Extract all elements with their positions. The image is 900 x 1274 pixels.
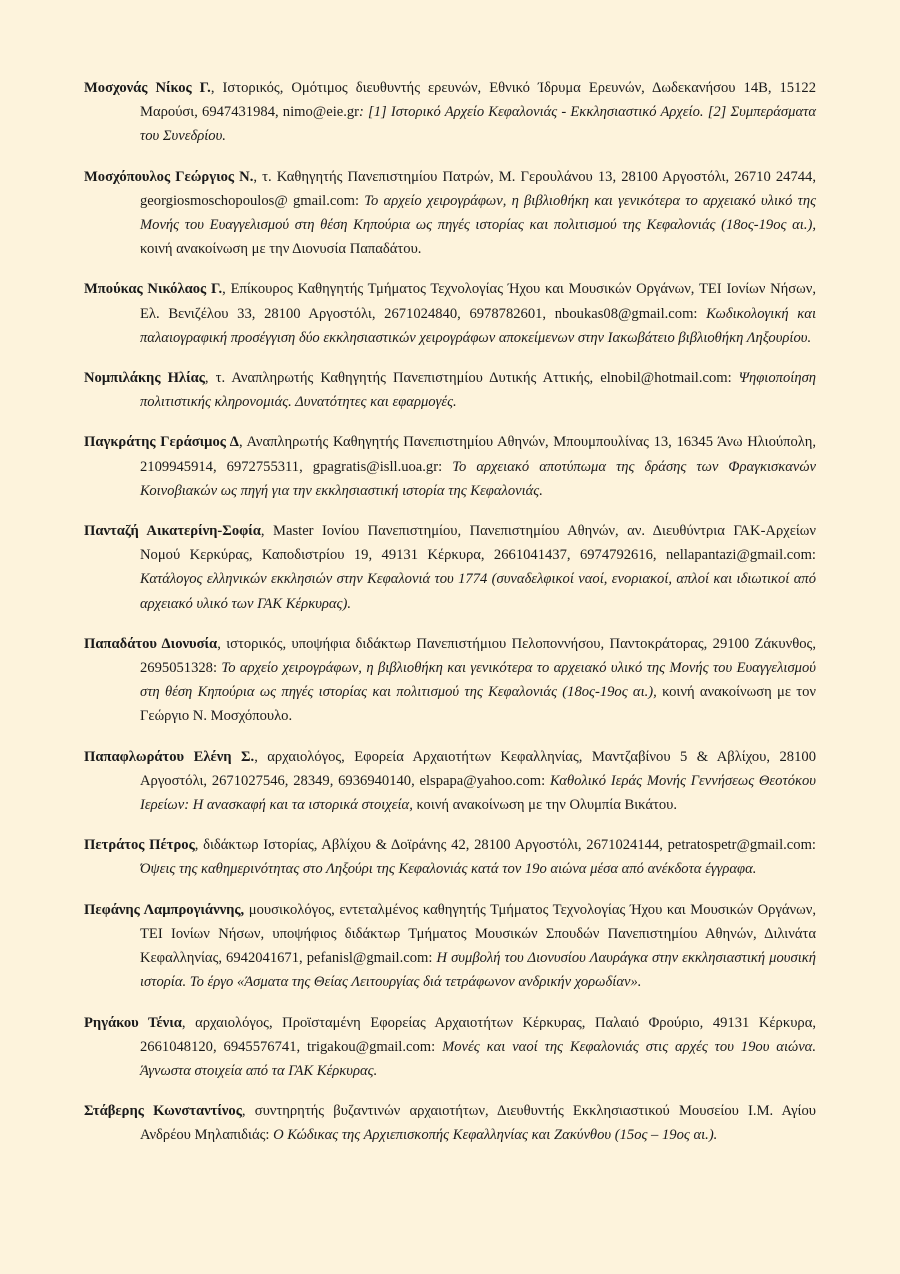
presentation-title: Μονές και ναοί της Κεφαλονιάς στις αρχές του 19ου αιώνα. Άγνωστα στοιχεία από τα ΓΑΚ Κέρκυρας. [140, 1038, 816, 1079]
participant-entry [84, 519, 816, 616]
participant-entry [84, 366, 816, 414]
presentation-title: Καθολικό Ιεράς Μονής Γεννήσεως Θεοτόκου Ιερείων: Η ανασκαφή και τα ιστορικά στοιχεία, [140, 772, 816, 814]
participant-name: Ρηγάκου Τένια [84, 1014, 182, 1031]
participant-name: Νομπιλάκης Ηλίας [84, 370, 205, 387]
presentation-title: Όψεις της καθημερινότητας στο Ληξούρι της Κεφαλονιάς κατά τον 19ο αιώνα μέσα από ανέκδοτα έγγραφα. [140, 861, 757, 878]
participant-name: Μοσχόπουλος Γεώργιος Ν. [84, 168, 254, 185]
participant-entry [84, 632, 816, 729]
participant-info: , συντηρητής βυζαντινών αρχαιοτήτων, Διευθυντής Εκκλησιαστικού Μουσείου Ι.Μ. Αγίου Ανδρέου Μηλαπιδιάς: [140, 1103, 816, 1144]
participant-entry [84, 1099, 816, 1147]
participant-note: κοινή ανακοίνωση με τον Γεώργιο Ν. Μοσχόπουλο. [140, 684, 816, 725]
participant-name: Πετράτος Πέτρος [84, 837, 195, 854]
presentation-title: Κωδικολογική και παλαιογραφική προσέγγιση δύο εκκλησιαστικών χειρογράφων αποκείμενων στην Ιακωβάτειο βιβλιοθήκη Ληξουρίου. [140, 305, 816, 346]
participant-entry [84, 165, 816, 262]
presentation-title: Κατάλογος ελληνικών εκκλησιών στην Κεφαλονιά του 1774 (συναδελφικοί ναοί, ενοριακοί, απλοί και ιδιωτικοί από αρχειακό υλικό των ΓΑΚ Κέρκυρας). [140, 571, 816, 612]
participant-info: , διδάκτωρ Ιστορίας, Αβλίχου & Δοϊράνης 42, 28100 Αργοστόλι, 2671024144, petratospetr@gmail.com: [194, 837, 816, 854]
presentation-title: Η συμβολή του Διονυσίου Λαυράγκα στην εκκλησιαστική μουσική ιστορία. Το έργο «Άσματα της Θείας Λειτουργίας διά τετράφωνον ανδρικήν χορωδίαν». [140, 950, 816, 991]
participant-info: , Ιστορικός, Ομότιμος διευθυντής ερευνών, Εθνικό Ίδρυμα Ερευνών, Δωδεκανήσου 14Β, 15122 Μαρούσι, 6947431984, nimo@eie.gr [140, 80, 816, 121]
participant-name: Πανταζή Αικατερίνη-Σοφία [84, 523, 261, 540]
participant-entry [84, 76, 816, 149]
participant-info: , τ. Αναπληρωτής Καθηγητής Πανεπιστημίου Δυτικής Αττικής, elnobil@hotmail.com: [204, 370, 739, 387]
participant-name: Πεφάνης Λαμπρογιάννης, [84, 901, 245, 918]
participant-name: Παπαφλωράτου Ελένη Σ. [84, 748, 255, 765]
participant-note: κοινή ανακοίνωση με την Ολυμπία Βικάτου. [412, 797, 678, 814]
participant-info: , ιστορικός, υποψήφια διδάκτωρ Πανεπιστήμιου Πελοποννήσου, Παντοκράτορας, 29100 Ζάκυνθος, 2695051328: [140, 635, 816, 677]
participant-info: , Master Ιονίου Πανεπιστημίου, Πανεπιστημίου Αθηνών, αν. Διευθύντρια ΓΑΚ-Αρχείων Νομού Κερκύρας, Καποδιστρίου 19, 49131 Κέρκυρα, 2661041437, 6974792616, nellapantazi@gmail.com: [140, 523, 816, 564]
participant-info: , Επίκουρος Καθηγητής Τμήματος Τεχνολογίας Ήχου και Μουσικών Οργάνων, ΤΕΙ Ιονίων Νήσων, Ελ. Βενιζέλου 33, 28100 Αργοστόλι, 2671024840, 6978782601, nboukas08@gmail.com: [140, 281, 816, 322]
participant-entry [84, 430, 816, 503]
presentation-title: Το αρχείο χειρογράφων, η βιβλιοθήκη και γενικότερα το αρχειακό υλικό της Μονής του Ευαγγελισμού στη θέση Κηπούρια ως πηγές ιστορίας και πολιτισμού της Κεφαλονιάς (18ος-19ος αι.), [140, 192, 816, 234]
participant-info: μουσικολόγος, εντεταλμένος καθηγητής Τμήματος Τεχνολογίας Ήχου και Μουσικών Οργάνων, ΤΕΙ Ιονίων Νήσων, υποψήφιος διδάκτωρ Τμήματος Μουσικών Σπουδών Πανεπιστημίου Αθηνών, Διλινάτα Κεφαλληνίας, 6942041671, pefanisl@gmail.com: [140, 901, 816, 967]
participant-info: , αρχαιολόγος, Προϊσταμένη Εφορείας Αρχαιοτήτων Κέρκυρας, Παλαιό Φρούριο, 49131 Κέρκυρα, 2661048120, 6945576741, trigakou@gmail.com: [140, 1014, 816, 1055]
participant-name: Στάβερης Κωνσταντίνος [84, 1103, 242, 1120]
presentation-title: Το αρχείο χειρογράφων, η βιβλιοθήκη και γενικότερα το αρχειακό υλικό της Μονής του Ευαγγελισμού στη θέση Κηπούρια ως πηγές ιστορίας και πολιτισμού της Κεφαλονιάς (18ος-19ος αι.), [140, 660, 816, 701]
participant-entry [84, 1011, 816, 1084]
participant-list [84, 76, 816, 1164]
presentation-title: Ψηφιοποίηση πολιτιστικής κληρονομιάς. Δυνατότητες και εφαρμογές. [140, 370, 817, 411]
presentation-title: Ο Κώδικας της Αρχιεπισκοπής Κεφαλληνίας και Ζακύνθου (15ος – 19ος αι.). [273, 1127, 718, 1144]
participant-note: κοινή ανακοίνωση με την Διονυσία Παπαδάτου. [140, 241, 422, 258]
participant-name: Μοσχονάς Νίκος Γ. [84, 80, 211, 96]
participant-entry [84, 745, 816, 818]
participant-entry [84, 898, 816, 995]
participant-info: , αρχαιολόγος, Εφορεία Αρχαιοτήτων Κεφαλληνίας, Μαντζαβίνου 5 & Αβλίχου, 28100 Αργοστόλι, 2671027546, 28349, 6936940140, elspapa@yahoo.com: [140, 748, 816, 789]
participant-info: , Αναπληρωτής Καθηγητής Πανεπιστημίου Αθηνών, Μπουμπουλίνας 13, 16345 Άνω Ηλιούπολη, 2109945914, 6972755311, gpagratis@isll.uoa.gr: [140, 434, 816, 475]
participant-name: Παπαδάτου Διονυσία [84, 635, 218, 652]
presentation-title: Το αρχειακό αποτύπωμα της δράσης των Φραγκισκανών Κοινοβιακών ως πηγή για την εκκλησιαστική ιστορία της Κεφαλονιάς. [140, 458, 817, 499]
participant-entry [84, 277, 816, 350]
participant-name: Μπούκας Νικόλαος Γ. [84, 281, 223, 298]
participant-info: , τ. Καθηγητής Πανεπιστημίου Πατρών, Μ. Γερουλάνου 13, 28100 Αργοστόλι, 26710 24744, georgiosmoschopoulos@ gmail.com: [140, 168, 816, 209]
participant-entry [84, 833, 816, 881]
presentation-title: : [1] Ιστορικό Αρχείο Κεφαλονιάς - Εκκλησιαστικό Αρχείο. [2] Συμπεράσματα του Συνεδρίου. [140, 104, 816, 145]
participant-name: Παγκράτης Γεράσιμος Δ [84, 434, 239, 451]
